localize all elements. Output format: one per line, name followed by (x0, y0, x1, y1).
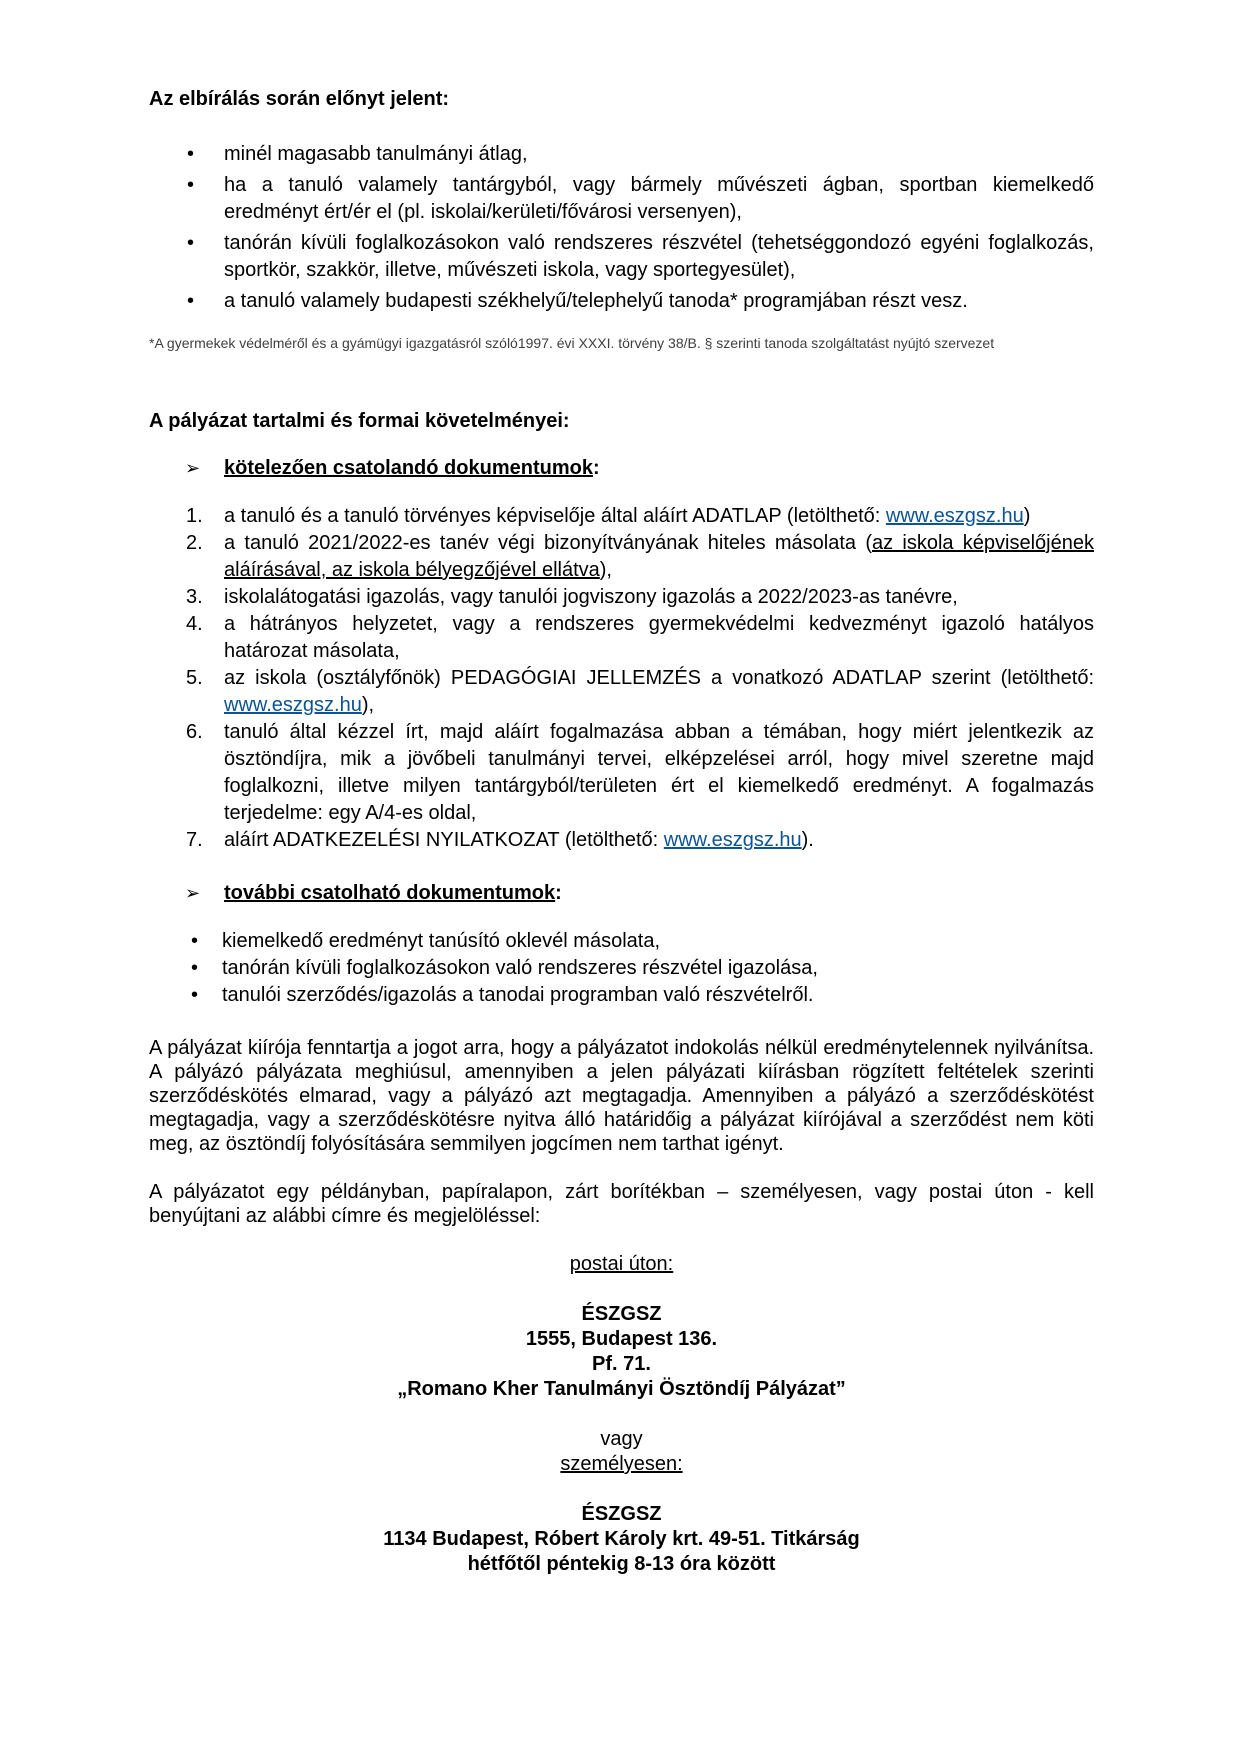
list-item (149, 288, 1094, 315)
submission-paragraph: A pályázatot egy példányban, papíralapon, zárt borítékban – személyesen, vagy postai úton - kell benyújtani az alábbi címre és megjelöléssel: (149, 1181, 1094, 1227)
list-item (149, 665, 1094, 719)
bullet-icon: • (187, 290, 195, 312)
list-item-text: aláírt ADATKEZELÉSI NYILATKOZAT (letölthető: (224, 829, 664, 851)
or-text: vagy (600, 1428, 643, 1450)
list-item (149, 230, 1094, 284)
list-item-text: iskolalátogatási igazolás, vagy tanulói jogviszony igazolás a 2022/2023-as tanévre, (224, 586, 958, 608)
mandatory-docs-list (149, 503, 1094, 854)
personal-address: 1134 Budapest, Róbert Károly krt. 49-51. Titkárság (383, 1528, 860, 1550)
arrow-bullet-icon: ➢ (185, 458, 201, 478)
office-hours: hétfőtől péntekig 8-13 óra között (467, 1553, 776, 1575)
list-item-text: minél magasabb tanulmányi átlag, (224, 143, 528, 165)
footnote: *A gyermekek védelméről és a gyámügyi igazgatásról szóló1997. évi XXXI. törvény 38/B. § szerinti tanoda szolgáltatást nyújtó szervezet (149, 335, 995, 351)
list-item (149, 141, 1094, 168)
item-number: 1. (186, 505, 203, 527)
list-item-text: a tanuló valamely budapesti székhelyű/telephelyű tanoda* programjában részt vesz. (224, 290, 968, 312)
list-item (149, 172, 1094, 226)
bullet-icon: • (191, 957, 199, 979)
bullet-icon: • (187, 143, 195, 165)
optional-docs-label: további csatolható dokumentumok (224, 882, 556, 904)
list-item (149, 928, 1094, 955)
list-item-text: ha a tanuló valamely tantárgyból, vagy bármely művészeti ágban, sportban kiemelkedő eredményt ért/ér el (pl. iskolai/kerületi/fővárosi versenyen), (224, 174, 1094, 223)
personal-label: személyesen: (560, 1453, 683, 1475)
bullet-icon: • (187, 232, 195, 254)
postal-po-box: Pf. 71. (592, 1353, 651, 1375)
item-number: 3. (186, 586, 203, 608)
colon: : (555, 882, 562, 904)
list-item-text-end: ). (801, 829, 814, 851)
page-content (149, 86, 1094, 1577)
bullet-icon: • (191, 984, 199, 1006)
mandatory-docs-label: kötelezően csatolandó dokumentumok (224, 457, 593, 479)
list-item (149, 982, 1094, 1009)
colon: : (592, 457, 600, 479)
list-item-text: a tanuló 2021/2022-es tanév végi bizonyítványának hiteles másolata ( (224, 532, 872, 554)
list-item-text: tanórán kívüli foglalkozásokon való rendszeres részvétel igazolása, (222, 957, 818, 979)
list-item-text: tanulói szerződés/igazolás a tanodai programban való részvételről. (222, 984, 814, 1006)
list-item-text-end: ), (361, 694, 375, 716)
item-number: 7. (186, 829, 203, 851)
list-item-text: a hátrányos helyzetet, vagy a rendszeres gyermekvédelmi kedvezményt igazoló hatályos határozat másolata, (224, 613, 1094, 662)
list-item (149, 584, 1094, 611)
eszgsz-link[interactable]: www.eszgsz.hu (885, 505, 1024, 527)
list-item (149, 530, 1094, 584)
eszgsz-link[interactable]: www.eszgsz.hu (224, 694, 362, 716)
list-item-text: kiemelkedő eredményt tanúsító oklevél másolata, (222, 930, 661, 952)
list-item (149, 719, 1094, 827)
item-number: 5. (186, 667, 203, 689)
item-number: 4. (186, 613, 203, 635)
advantages-list (149, 141, 1094, 315)
item-number: 2. (186, 532, 203, 554)
list-item-text: a tanuló és a tanuló törvényes képviselője által aláírt ADATLAP (letölthető: (224, 505, 886, 527)
list-item-text-end: ) (1023, 505, 1031, 527)
eszgsz-link[interactable]: www.eszgsz.hu (663, 829, 802, 851)
underlined-text: az iskola képviselőjének aláírásával, az iskola bélyegzőjével ellátva (224, 532, 1094, 581)
item-number: 6. (186, 721, 203, 743)
list-item (149, 827, 1094, 854)
terms-paragraph: A pályázat kiírója fenntartja a jogot arra, hogy a pályázatot indokolás nélkül eredménytelennek nyilvánítsa. A pályázó pályázata meghiúsul, amennyiben a jelen pályázati kiírásban rögzített feltételek szerinti szerződéskötés elmarad, vagy a pályázó azt megtagadja. Amennyiben a pályázó a szerződéskötést megtagadja, vagy a szerződéskötésre nyitva álló határidőig a pályázat kiírójával a szerződést nem köti meg, az ösztöndíj folyósítására semmilyen jogcímen nem tarthat igényt. (149, 1037, 1094, 1155)
postal-org: ÉSZGSZ (581, 1303, 662, 1325)
personal-org: ÉSZGSZ (581, 1503, 662, 1525)
list-item-text: az iskola (osztályfőnök) PEDAGÓGIAI JELLEMZÉS a vonatkozó ADATLAP szerint (letölthető: (224, 667, 1094, 689)
list-item-text: tanuló által kézzel írt, majd aláírt fogalmazása abban a témában, hogy miért jelentkezik az ösztöndíjra, mik a jövőbeli tanulmányi tervei, elképzelései arról, hogy mivel szeretne majd foglalkozni, illetve milyen tantárgyból/területen ért el kiemelkedő eredményt. A fogalmazás terjedelme: egy A/4-es oldal, (224, 721, 1094, 824)
list-item (149, 503, 1094, 530)
postal-marking: „Romano Kher Tanulmányi Ösztöndíj Pályázat” (397, 1378, 846, 1400)
bullet-icon: • (191, 930, 199, 952)
arrow-bullet-icon: ➢ (185, 883, 201, 903)
list-item-text: tanórán kívüli foglalkozásokon való rendszeres részvétel (tehetséggondozó egyéni foglalkozás, sportkör, szakkör, illetve, művészeti iskola, vagy sportegyesület), (224, 232, 1094, 281)
postal-line: 1555, Budapest 136. (525, 1328, 718, 1350)
optional-docs-list (149, 928, 1094, 1009)
list-item (149, 611, 1094, 665)
list-item-text-end: ), (599, 559, 612, 581)
list-item (149, 955, 1094, 982)
optional-docs-subheading (149, 880, 1094, 907)
bullet-icon: • (187, 174, 195, 196)
postal-label: postai úton: (569, 1253, 674, 1275)
mandatory-docs-subheading (149, 455, 1094, 482)
requirements-heading: A pályázat tartalmi és formai követelményei: (149, 410, 570, 432)
advantages-heading: Az elbírálás során előnyt jelent: (149, 88, 450, 110)
postal-address-block (149, 1252, 1094, 1577)
